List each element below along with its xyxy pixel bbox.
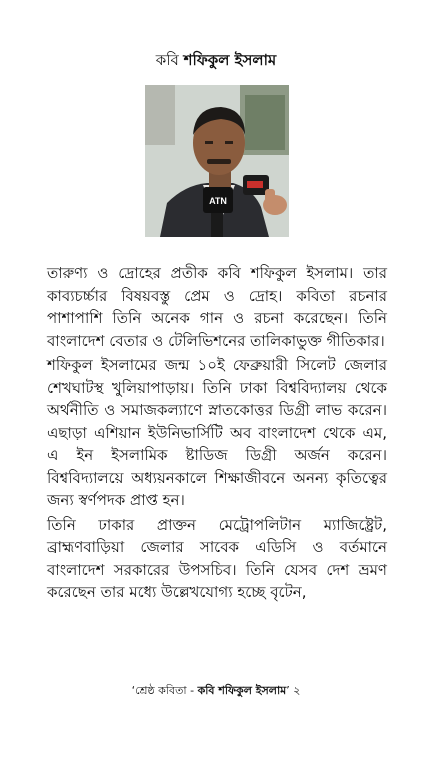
- footer-author: কবি শফিকুল ইসলাম: [197, 684, 287, 697]
- footer-quote-open: ‘: [131, 684, 136, 697]
- title-prefix: কবি: [155, 51, 179, 69]
- footer-quote-close: ’: [286, 684, 290, 697]
- page-number: ২: [293, 684, 301, 697]
- footer-book-title: শ্রেষ্ঠ কবিতা: [135, 684, 187, 697]
- body-text: [47, 262, 387, 606]
- mic-logo: ATN: [209, 196, 227, 206]
- title-name: শফিকুল ইসলাম: [183, 51, 277, 69]
- paragraph-1: তারুণ্য ও দ্রোহের প্রতীক কবি শফিকুল ইসলাম। তার কাব্যচর্চ্চার বিষয়বস্তু প্রেম ও দ্রোহ। কবিতা রচনার পাশাপাশি তিনি অনেক গান ও রচনা করেছেন। তিনি বাংলাদেশ বেতার ও টেলিভিশনের তালিকাভুক্ত গীতিকার।: [47, 264, 387, 350]
- author-photo: [145, 85, 289, 237]
- paragraph-2: শফিকুল ইসলামের জন্ম ১০ই ফেব্রুয়ারী সিলেট জেলার শেখঘাটস্থ খুলিয়াপাড়ায়। তিনি ঢাকা বিশ্ববিদ্যালয় থেকে অর্থনীতি ও সমাজকল্যাণে স্নাতকোত্তর ডিগ্রী লাভ করেন। এছাড়া এশিয়ান ইউনিভার্সিটি অব বাংলাদেশ থেকে এম, এ ইন ইসলামিক ষ্টাডিজ ডিগ্রী অর্জন করেন। বিশ্ববিদ্যালয়ে অধ্যয়নকালে শিক্ষাজীবনে অনন্য কৃতিত্বের জন্য স্বর্ণপদক প্রাপ্ত হন।: [47, 356, 387, 509]
- paragraph-3: তিনি ঢাকার প্রাক্তন মেট্রোপলিটান ম্যাজিষ্ট্রেট, ব্রাহ্মণবাড়িয়া জেলার সাবেক এডিসি ও বর্তমানে বাংলাদেশ সরকারের উপসচিব। তিনি যেসব দেশ ভ্রমণ করেছেন তার মধ্যে উল্লেখযোগ্য হচ্ছে বৃটেন,: [47, 515, 387, 601]
- page-footer: [0, 683, 432, 699]
- footer-separator: -: [186, 684, 198, 697]
- page-title: [0, 50, 432, 70]
